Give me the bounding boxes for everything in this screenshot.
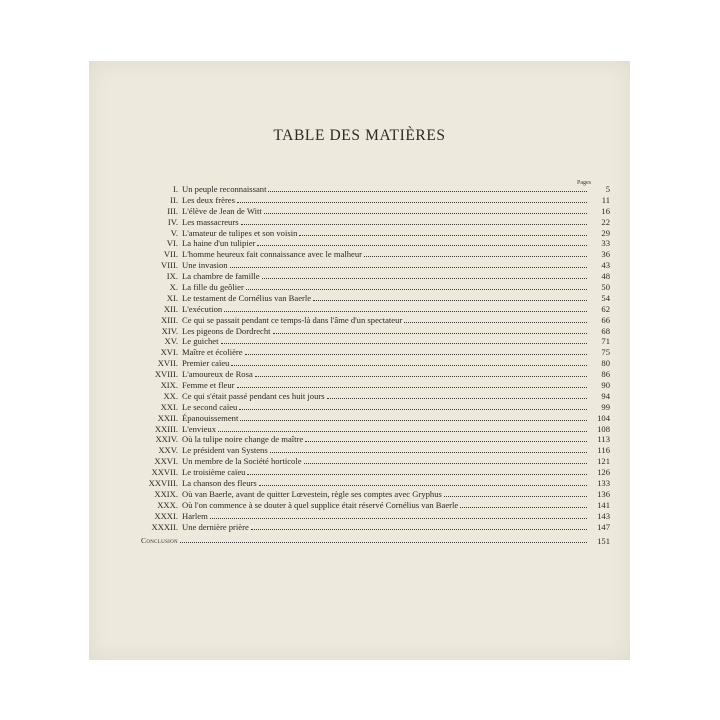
toc-entry: [89, 391, 630, 402]
chapter-number: XXXII.: [151, 521, 178, 532]
chapter-number: XXIII.: [154, 423, 178, 434]
toc-entry: [89, 369, 630, 380]
leader-dots: [270, 452, 587, 453]
leader-dots: [180, 542, 587, 543]
toc-entry: [89, 402, 630, 413]
page-number: 104: [597, 412, 610, 423]
toc-conclusion: [89, 536, 630, 547]
leader-dots: [268, 191, 587, 192]
leader-dots: [246, 289, 587, 290]
chapter-number: XXV.: [158, 445, 178, 456]
toc-entry: [89, 478, 630, 489]
toc-entry: [89, 271, 630, 282]
chapter-title: L'élève de Jean de Witt: [182, 205, 262, 216]
chapter-title: Où la tulipe noire change de maître: [182, 434, 304, 445]
toc-entry: [89, 500, 630, 511]
toc-entry: [89, 260, 630, 271]
page-number: 36: [601, 249, 610, 260]
toc-entry: [89, 228, 630, 239]
chapter-number: XXVI.: [154, 456, 178, 467]
leader-dots: [237, 387, 588, 388]
leader-dots: [262, 278, 587, 279]
toc-entry: [89, 249, 630, 260]
leader-dots: [255, 376, 587, 377]
chapter-title: L'amoureux de Rosa: [182, 369, 253, 380]
chapter-number: III.: [167, 205, 178, 216]
page-number: 90: [601, 380, 610, 391]
chapter-number: XXX.: [157, 499, 178, 510]
chapter-title: Harlem: [182, 510, 208, 521]
leader-dots: [230, 267, 587, 268]
chapter-number: XVII.: [157, 358, 178, 369]
toc-entry: [89, 184, 630, 195]
leader-dots: [237, 202, 587, 203]
leader-dots: [231, 365, 587, 366]
chapter-title: Où l'on commence à se douter à quel supplice était réservé Cornélius van Baerle: [182, 499, 459, 510]
chapter-number: XII.: [163, 303, 178, 314]
page-number: 94: [601, 390, 610, 401]
leader-dots: [239, 409, 587, 410]
chapter-number: XXIV.: [155, 434, 178, 445]
table-of-contents: [89, 184, 630, 546]
page-number: 50: [601, 282, 610, 293]
toc-entry: [89, 424, 630, 435]
toc-entry: [89, 358, 630, 369]
toc-entry: [89, 195, 630, 206]
chapter-title: Épanouissement: [182, 412, 239, 423]
page-number: 80: [601, 358, 610, 369]
page-number: 75: [601, 347, 610, 358]
chapter-title: Un membre de la Société horticole: [182, 456, 302, 467]
pages-column-label: Pages: [577, 180, 591, 186]
chapter-number: XXXI.: [154, 510, 178, 521]
leader-dots: [221, 343, 587, 344]
leader-dots: [444, 496, 587, 497]
leader-dots: [364, 256, 587, 257]
page-number: 29: [601, 227, 610, 238]
chapter-title: La chanson des fleurs: [182, 478, 257, 489]
chapter-title: Le troisième caïeu: [182, 467, 246, 478]
chapter-number: II.: [170, 194, 178, 205]
page-number: 116: [597, 445, 610, 456]
toc-entry: [89, 467, 630, 478]
toc-entry: [89, 304, 630, 315]
page-number: 141: [597, 499, 610, 510]
chapter-number: VI.: [166, 238, 178, 249]
toc-entry: [89, 315, 630, 326]
chapter-title: Où van Baerle, avant de quitter Lœvestein, règle ses comptes avec Gryphus: [182, 488, 442, 499]
chapter-title: Maître et écolière: [182, 347, 243, 358]
toc-entry: [89, 413, 630, 424]
leader-dots: [264, 213, 587, 214]
chapter-title: Une invasion: [182, 260, 228, 271]
toc-entry: [89, 347, 630, 358]
page-number: 16: [601, 205, 610, 216]
leader-dots: [240, 420, 587, 421]
page-number: 66: [601, 314, 610, 325]
chapter-number: XIX.: [160, 380, 178, 391]
chapter-number: XVI.: [160, 347, 178, 358]
page-number: 22: [601, 216, 610, 227]
toc-entry: [89, 206, 630, 217]
chapter-number: XI.: [166, 292, 178, 303]
leader-dots: [404, 322, 587, 323]
leader-dots: [299, 235, 587, 236]
toc-entry: [89, 238, 630, 249]
chapter-number: V.: [170, 227, 178, 238]
chapter-title: Un peuple reconnaissant: [182, 184, 267, 194]
page-number: 99: [601, 401, 610, 412]
page-number: 126: [597, 467, 610, 478]
chapter-title: La fille du geôlier: [182, 282, 244, 293]
chapter-number: XVIII.: [154, 369, 178, 380]
toc-entry: [89, 456, 630, 467]
toc-entry: [89, 511, 630, 522]
chapter-number: XV.: [164, 336, 178, 347]
chapter-title: L'exécution: [182, 303, 223, 314]
chapter-title: Les pigeons de Dordrecht: [182, 325, 271, 336]
chapter-number: I.: [172, 184, 178, 194]
chapter-title: La chambre de famille: [182, 271, 260, 282]
chapter-number: XXII.: [157, 412, 178, 423]
chapter-title: Les deux frères: [182, 194, 235, 205]
toc-entry: [89, 489, 630, 500]
leader-dots: [259, 485, 587, 486]
chapter-number: XXVIII.: [148, 478, 178, 489]
page-number: 5: [605, 184, 610, 194]
page-number: 136: [597, 488, 610, 499]
page-number: 68: [601, 325, 610, 336]
chapter-title: Le testament de Cornélius van Baerle: [182, 292, 312, 303]
toc-entry: [89, 282, 630, 293]
chapter-title: La haine d'un tulipier: [182, 238, 256, 249]
chapter-title: Ce qui s'était passé pendant ces huit jours: [182, 390, 325, 401]
book-page: [89, 61, 630, 660]
toc-entry: [89, 380, 630, 391]
page-number: 33: [601, 238, 610, 249]
chapter-title: Femme et fleur: [182, 380, 235, 391]
chapter-number: XIII.: [161, 314, 178, 325]
leader-dots: [224, 311, 587, 312]
page-number: 147: [597, 521, 610, 532]
page-number: 121: [597, 456, 610, 467]
page-number: 11: [601, 194, 610, 205]
toc-entry: [89, 434, 630, 445]
chapter-title: Une dernière prière: [182, 521, 249, 532]
chapter-number: XXVII.: [151, 467, 178, 478]
leader-dots: [460, 507, 587, 508]
leader-dots: [327, 398, 587, 399]
toc-entry: [89, 445, 630, 456]
leader-dots: [241, 224, 587, 225]
page-title: TABLE DES MATIÈRES: [273, 127, 446, 144]
chapter-number: XX.: [163, 390, 178, 401]
chapter-number: IV.: [167, 216, 178, 227]
chapter-title: Premier caïeu: [182, 358, 230, 369]
chapter-title: Les massacreurs: [182, 216, 239, 227]
chapter-number: XXI.: [160, 401, 178, 412]
page-number: 62: [601, 303, 610, 314]
chapter-title: L'homme heureux fait connaissance avec le malheur: [182, 249, 363, 260]
page-number: 43: [601, 260, 610, 271]
chapter-number: X.: [169, 282, 178, 293]
chapter-title: Ce qui se passait pendant ce temps-là dans l'âme d'un spectateur: [182, 314, 403, 325]
page-number: 151: [597, 535, 610, 546]
leader-dots: [251, 529, 587, 530]
leader-dots: [218, 431, 587, 432]
chapter-number: XXIX.: [154, 488, 178, 499]
chapter-title: Le second caïeu: [182, 401, 238, 412]
leader-dots: [247, 474, 587, 475]
page-number: 108: [597, 423, 610, 434]
leader-dots: [304, 463, 587, 464]
leader-dots: [313, 300, 587, 301]
page-number: 54: [601, 292, 610, 303]
page-number: 71: [601, 336, 610, 347]
chapter-title: Le président van Systens: [182, 445, 268, 456]
page-number: 113: [597, 434, 610, 445]
toc-entry: [89, 326, 630, 337]
page-number: 48: [601, 271, 610, 282]
chapter-title: L'envieux: [182, 423, 217, 434]
toc-entry: [89, 336, 630, 347]
toc-entry: [89, 217, 630, 228]
chapter-number: VII.: [163, 249, 178, 260]
chapter-title: L'amateur de tulipes et son voisin: [182, 227, 298, 238]
page-number: 143: [597, 510, 610, 521]
page-number: 133: [597, 478, 610, 489]
toc-entry: [89, 293, 630, 304]
leader-dots: [273, 333, 587, 334]
leader-dots: [245, 354, 587, 355]
leader-dots: [210, 518, 587, 519]
page-number: 86: [601, 369, 610, 380]
leader-dots: [257, 245, 587, 246]
leader-dots: [305, 441, 587, 442]
toc-entry: [89, 522, 630, 533]
chapter-number: IX.: [166, 271, 178, 282]
chapter-number: VIII.: [161, 260, 178, 271]
chapter-title: Le guichet: [182, 336, 219, 347]
conclusion-title: Conclusion: [141, 535, 178, 545]
chapter-number: XIV.: [161, 325, 178, 336]
